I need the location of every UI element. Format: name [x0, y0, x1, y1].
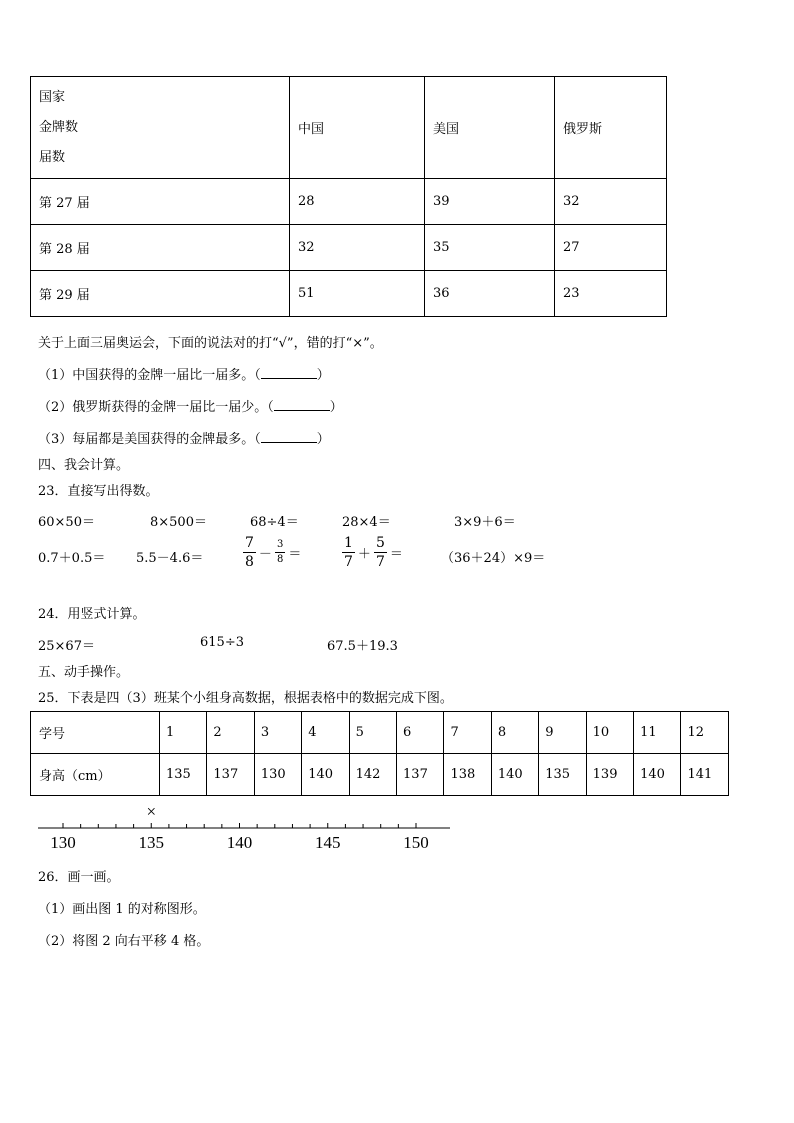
- judge-item: [38, 364, 330, 383]
- numerator: 3: [275, 540, 285, 553]
- answer-blank[interactable]: [274, 400, 330, 411]
- numerator: 5: [375, 535, 385, 551]
- id-cell: 10: [586, 712, 633, 754]
- value-cell: 36: [425, 271, 555, 317]
- q26-item: （2）将图 2 向右平移 4 格。: [38, 934, 210, 949]
- id-cell: 11: [634, 712, 681, 754]
- height-table: [30, 711, 729, 796]
- answer-blank[interactable]: [261, 432, 317, 443]
- tick-label: 135: [138, 833, 164, 852]
- value-cell: 27: [555, 225, 667, 271]
- session-cell: 第 28 届: [31, 225, 290, 271]
- equals: ＝: [389, 547, 403, 562]
- expression: 3×9＋6＝: [454, 515, 516, 530]
- value-cell: 23: [555, 271, 667, 317]
- value-cell: 32: [290, 225, 425, 271]
- judge-item-text: （3）每届都是美国获得的金牌最多。（: [38, 432, 261, 447]
- country-cell: 中国: [290, 77, 425, 179]
- label-group: [50, 833, 429, 852]
- fraction: [342, 536, 355, 569]
- tick-label: 130: [50, 833, 76, 852]
- id-cell: 5: [349, 712, 396, 754]
- id-cell: 8: [491, 712, 538, 754]
- table-row: [31, 712, 729, 754]
- question-24: 24．用竖式计算。: [38, 607, 146, 622]
- cross-mark: ×: [146, 802, 157, 821]
- height-cell: 139: [586, 754, 633, 796]
- value-cell: 32: [555, 179, 667, 225]
- mark-group: [146, 802, 156, 821]
- table-row: [31, 179, 667, 225]
- height-cell: 130: [254, 754, 301, 796]
- country-cell: 俄罗斯: [555, 77, 667, 179]
- id-cell: 1: [160, 712, 207, 754]
- value-cell: 39: [425, 179, 555, 225]
- id-cell: 2: [207, 712, 254, 754]
- question-25: 25．下表是四（3）班某个小组身高数据，根据表格中的数据完成下图。: [38, 691, 453, 706]
- value-cell: 51: [290, 271, 425, 317]
- fraction-expression: [243, 536, 301, 569]
- height-cell: 138: [444, 754, 491, 796]
- judge-item-close: ）: [316, 368, 330, 383]
- height-cell: 137: [397, 754, 444, 796]
- tick-label: 140: [226, 833, 253, 852]
- judge-item: [38, 428, 330, 447]
- fraction: [275, 540, 285, 565]
- expression: 68÷4＝: [250, 515, 299, 530]
- height-cell: 140: [302, 754, 349, 796]
- id-cell: 9: [539, 712, 586, 754]
- id-cell: 7: [444, 712, 491, 754]
- id-cell: 4: [302, 712, 349, 754]
- judge-item: [38, 396, 343, 415]
- equals: ＝: [288, 547, 302, 562]
- q26-item: （1）画出图 1 的对称图形。: [38, 902, 206, 917]
- question-23: 23．直接写出得数。: [38, 484, 159, 499]
- denominator: 8: [276, 554, 284, 565]
- height-cell: 135: [539, 754, 586, 796]
- header-line-medals: 金牌数: [39, 119, 79, 135]
- id-cell: 12: [681, 712, 729, 754]
- vertical-problem: 615÷3: [200, 635, 244, 650]
- expression: 0.7＋0.5＝: [38, 551, 106, 566]
- expression: 5.5－4.6＝: [136, 551, 204, 566]
- tick-label: 145: [315, 833, 341, 852]
- country-cell: 美国: [425, 77, 555, 179]
- tick-label: 150: [403, 833, 429, 852]
- session-cell: 第 27 届: [31, 179, 290, 225]
- section-title: 四、我会计算。: [38, 458, 130, 473]
- tick-group: [63, 823, 416, 828]
- fraction-expression: [342, 536, 403, 569]
- fraction: [243, 536, 256, 569]
- question-26: 26．画一画。: [38, 870, 120, 885]
- table-row: [31, 271, 667, 317]
- session-cell: 第 29 届: [31, 271, 290, 317]
- judge-item-close: ）: [316, 432, 330, 447]
- denominator: 8: [245, 554, 254, 570]
- answer-blank[interactable]: [261, 368, 317, 379]
- judge-item-text: （2）俄罗斯获得的金牌一届比一届少。（: [38, 400, 274, 415]
- header-cell: [31, 77, 290, 179]
- denominator: 7: [375, 554, 385, 570]
- value-cell: 28: [290, 179, 425, 225]
- judge-intro: 关于上面三届奥运会，下面的说法对的打“√”，错的打“×”。: [38, 336, 383, 351]
- value-cell: 35: [425, 225, 555, 271]
- expression: 60×50＝: [38, 515, 95, 530]
- medal-table: [30, 76, 667, 317]
- expression: 8×500＝: [150, 515, 207, 530]
- id-cell: 3: [254, 712, 301, 754]
- numerator: 7: [245, 535, 254, 551]
- number-line: [30, 798, 460, 856]
- judge-item-text: （1）中国获得的金牌一届比一届多。（: [38, 368, 261, 383]
- height-cell: 141: [681, 754, 729, 796]
- height-cell: 140: [491, 754, 538, 796]
- table-row: [31, 754, 729, 796]
- height-cell: 137: [207, 754, 254, 796]
- expression: （36＋24）×9＝: [441, 551, 546, 566]
- numerator: 1: [344, 535, 353, 551]
- operator: ＋: [357, 547, 371, 562]
- table-row: [31, 225, 667, 271]
- header-line-country: 国家: [39, 89, 66, 105]
- vertical-problem: 25×67＝: [38, 639, 95, 654]
- row-label: 学号: [31, 712, 160, 754]
- operator: －: [258, 547, 272, 562]
- row-label: 身高（cm）: [31, 754, 160, 796]
- height-cell: 135: [160, 754, 207, 796]
- fraction: [374, 536, 387, 569]
- height-cell: 140: [634, 754, 681, 796]
- id-cell: 6: [397, 712, 444, 754]
- height-cell: 142: [349, 754, 396, 796]
- vertical-problem: 67.5＋19.3: [327, 639, 398, 654]
- expression: 28×4＝: [342, 515, 391, 530]
- section-title: 五、动手操作。: [38, 665, 130, 680]
- denominator: 7: [344, 554, 353, 570]
- header-line-session: 届数: [39, 149, 66, 165]
- judge-item-close: ）: [329, 400, 343, 415]
